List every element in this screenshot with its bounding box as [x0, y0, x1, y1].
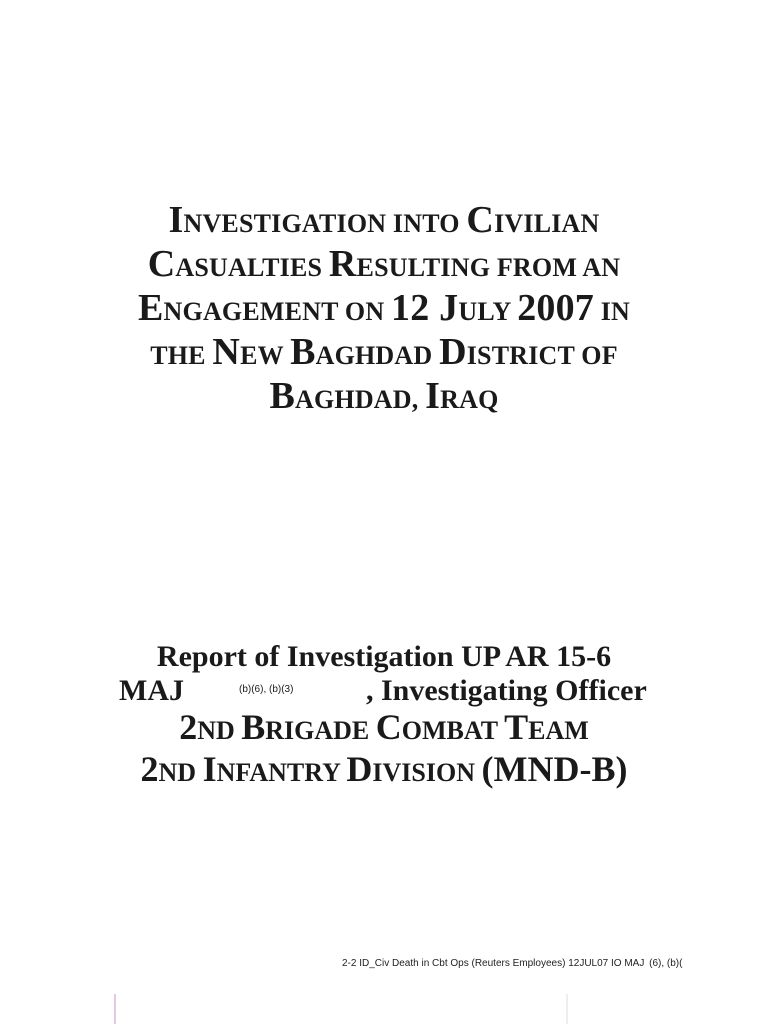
unit-segment: IVISION — [372, 758, 482, 787]
investigating-officer-line — [0, 674, 768, 708]
page-footer: 2-2 ID_Civ Death in Cbt Ops (Reuters Employees) 12JUL07 IO MAJ (6), (b)( — [342, 958, 683, 969]
title-segment: I — [168, 199, 184, 241]
scan-edge-mark — [566, 994, 568, 1024]
title-segment: B — [290, 331, 316, 373]
title-segment: ISTRICT OF — [466, 341, 618, 370]
title-line-5 — [0, 376, 768, 420]
unit-segment: RIGADE — [265, 716, 376, 745]
title-segment: N — [212, 331, 241, 373]
title-segment: I — [425, 375, 441, 417]
unit-segment: B — [241, 707, 266, 747]
title-segment: THE — [150, 341, 213, 370]
document-title — [0, 200, 768, 420]
title-segment: AGHDAD, — [295, 385, 426, 414]
title-segment: 12 J — [391, 287, 459, 329]
title-segment: C — [147, 243, 176, 285]
unit-segment: EAM — [528, 716, 589, 745]
officer-role: , Investigating Officer — [366, 674, 647, 707]
unit-segment: (MND-B) — [481, 749, 628, 789]
unit-segment: OMBAT — [401, 716, 505, 745]
redaction-code: (b)(6), (b)(3) — [239, 684, 294, 695]
title-segment: 2007 — [517, 287, 594, 329]
title-segment: NVESTIGATION INTO — [183, 209, 467, 238]
unit-segment: ND — [197, 716, 242, 745]
title-segment: ULY — [458, 297, 518, 326]
title-segment: NGAGEMENT ON — [163, 297, 392, 326]
unit-segment: 2 — [140, 749, 159, 789]
title-segment: ASUALTIES — [175, 253, 329, 282]
title-segment: C — [466, 199, 495, 241]
title-line-1 — [0, 200, 768, 244]
unit-segment: I — [202, 749, 217, 789]
title-segment: AGHDAD — [315, 341, 440, 370]
title-line-2 — [0, 244, 768, 288]
title-line-4 — [0, 332, 768, 376]
unit-segment: NFANTRY — [216, 758, 347, 787]
officer-rank: MAJ — [119, 674, 184, 707]
report-heading: Report of Investigation UP AR 15-6 — [156, 640, 612, 673]
report-block — [0, 640, 768, 792]
title-segment: IN — [594, 297, 630, 326]
unit-segment: 2 — [179, 707, 198, 747]
unit-segment: T — [504, 707, 529, 747]
title-segment: ESULTING FROM AN — [356, 253, 621, 282]
unit-segment: D — [346, 749, 373, 789]
title-line-3 — [0, 288, 768, 332]
title-segment: IVILIAN — [494, 209, 600, 238]
unit-segment: C — [375, 707, 402, 747]
title-segment: B — [269, 375, 295, 417]
title-segment: RAQ — [440, 385, 499, 414]
title-segment: R — [328, 243, 357, 285]
title-segment: D — [439, 331, 467, 373]
unit-line-division — [0, 750, 768, 792]
unit-segment: ND — [158, 758, 203, 787]
title-segment: E — [138, 287, 164, 329]
unit-line-brigade — [0, 708, 768, 750]
scan-edge-mark — [114, 994, 116, 1024]
title-segment: EW — [240, 341, 291, 370]
